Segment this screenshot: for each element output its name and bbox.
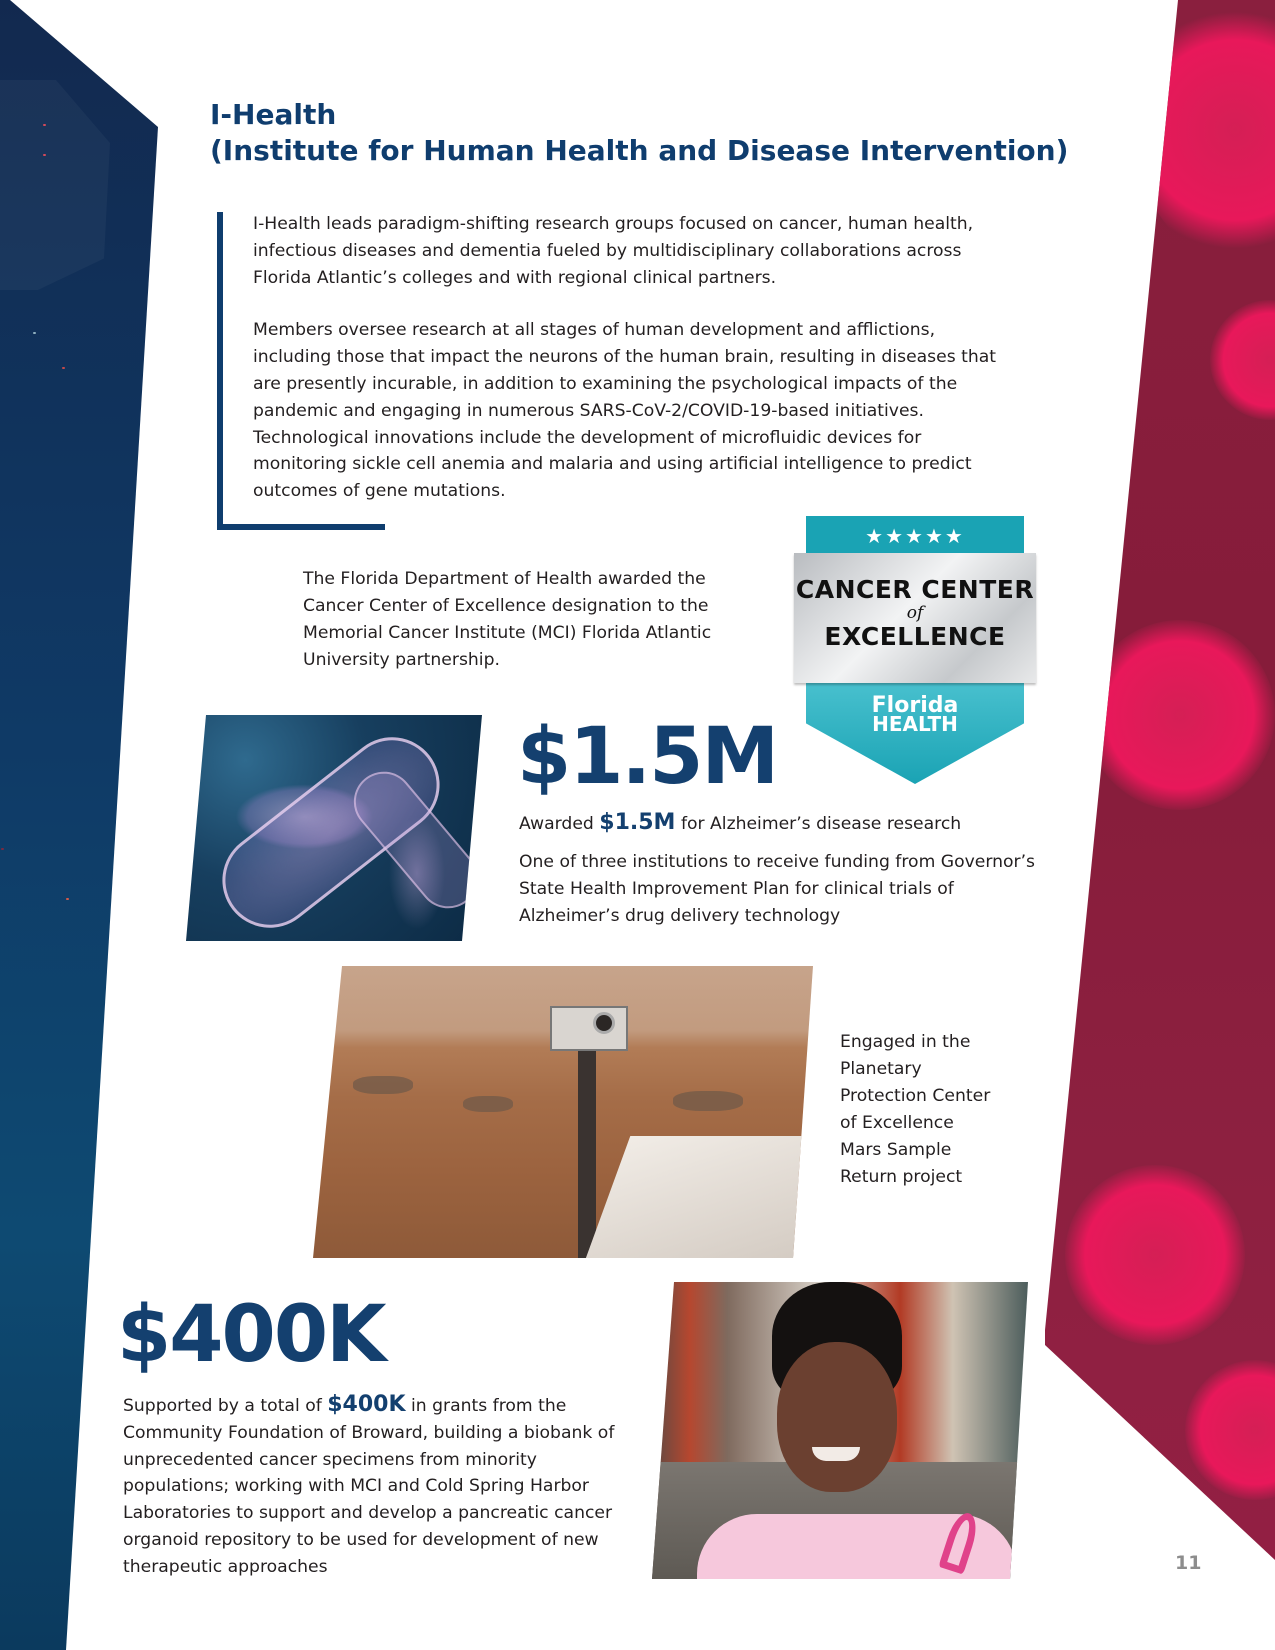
rover-camera-lens: [593, 1012, 615, 1034]
virus-illustration: [1185, 1360, 1275, 1500]
mars-rover-image: [313, 966, 813, 1258]
grants-amount: $400K: [327, 1392, 406, 1417]
title-subtitle: (Institute for Human Health and Disease Intervention): [210, 134, 1069, 167]
speck: [1, 848, 4, 850]
speck: [62, 367, 65, 369]
mars-project-text: Engaged in the Planetary Protection Center of Excellence Mars Sample Return project: [840, 1032, 991, 1187]
intro-paragraph: I-Health leads paradigm-shifting research groups focused on cancer, human health, infectious diseases and dementia fueled by multidisciplinary collaborations across Florida Atlantic’s colleges and with regional clinical partners.: [253, 214, 974, 288]
rover-mast: [578, 1036, 596, 1266]
intro-paragraph: Members oversee research at all stages of human development and afflictions, including those that impact the neurons of the human brain, resulting in diseases that are presently incurable, in addition to examining the psychological impacts of the pandemic and engaging in numerous SARS-CoV-2/COVID-19-based initiatives. Technological innovations include the development of microfluidic devices for monitoring sickle cell anemia and malaria and using artificial intelligence to predict outcomes of gene mutations.: [253, 320, 997, 502]
face: [777, 1342, 897, 1492]
rover-camera-head: [550, 1006, 628, 1051]
grants-prefix: Supported by a total of: [123, 1396, 322, 1416]
page-title: [210, 97, 1068, 169]
award-amount: $1.5M: [599, 810, 676, 835]
alzheimers-big-stat: $1.5M: [517, 712, 778, 802]
stars-icon: ★★★★★: [806, 516, 1024, 556]
doh-award-text: The Florida Department of Health awarded the Cancer Center of Excellence designation to the Memorial Cancer Institute (MCI) Florida Atlantic University partnership.: [303, 569, 712, 670]
page-number: 11: [1175, 1552, 1202, 1574]
speck: [43, 124, 46, 126]
rock: [673, 1091, 743, 1111]
grants-body: in grants from the Community Foundation of Broward, building a biobank of unprecedented cancer specimens from minority populations; working with MCI and Cold Spring Harbor Laboratories to support and develop a pancreatic cancer organoid repository to be used for development of new therapeutic approaches: [123, 1396, 615, 1577]
cancer-center-badge: [795, 516, 1035, 784]
logo-line1: Florida: [871, 693, 959, 718]
title-main: I-Health: [210, 98, 337, 131]
badge-line3: EXCELLENCE: [824, 622, 1006, 651]
intro-text: [253, 211, 1013, 505]
badge-line2: of: [906, 603, 924, 623]
badge-line1: CANCER CENTER: [795, 575, 1035, 604]
logo-line2: HEALTH: [872, 712, 958, 736]
badge-band: [794, 553, 1036, 683]
speck: [33, 332, 36, 334]
hexagon-shape: [0, 80, 110, 290]
award-prefix: Awarded: [519, 814, 594, 834]
virus-illustration: [1135, 0, 1275, 260]
virus-illustration: [1085, 620, 1275, 810]
virus-illustration: [1065, 1165, 1245, 1345]
rock: [463, 1096, 513, 1112]
student-photo: [652, 1282, 1028, 1579]
mitochondria-image: [186, 715, 482, 941]
alzheimers-award-line: [519, 810, 961, 837]
right-decorative-panel: [985, 0, 1275, 1650]
florida-health-logo: [806, 693, 1024, 736]
rover-deck: [576, 1136, 861, 1286]
award-suffix: for Alzheimer’s disease research: [680, 814, 962, 834]
smile: [812, 1447, 860, 1461]
virus-illustration: [1210, 300, 1275, 420]
speck: [43, 154, 46, 156]
speck: [66, 898, 69, 900]
rock: [353, 1076, 413, 1094]
grants-text: [123, 1392, 643, 1581]
alzheimers-description: One of three institutions to receive funding from Governor’s State Health Improvement Plan for clinical trials of Alzheimer’s drug delivery technology: [519, 852, 1036, 926]
grants-big-stat: $400K: [117, 1290, 385, 1380]
